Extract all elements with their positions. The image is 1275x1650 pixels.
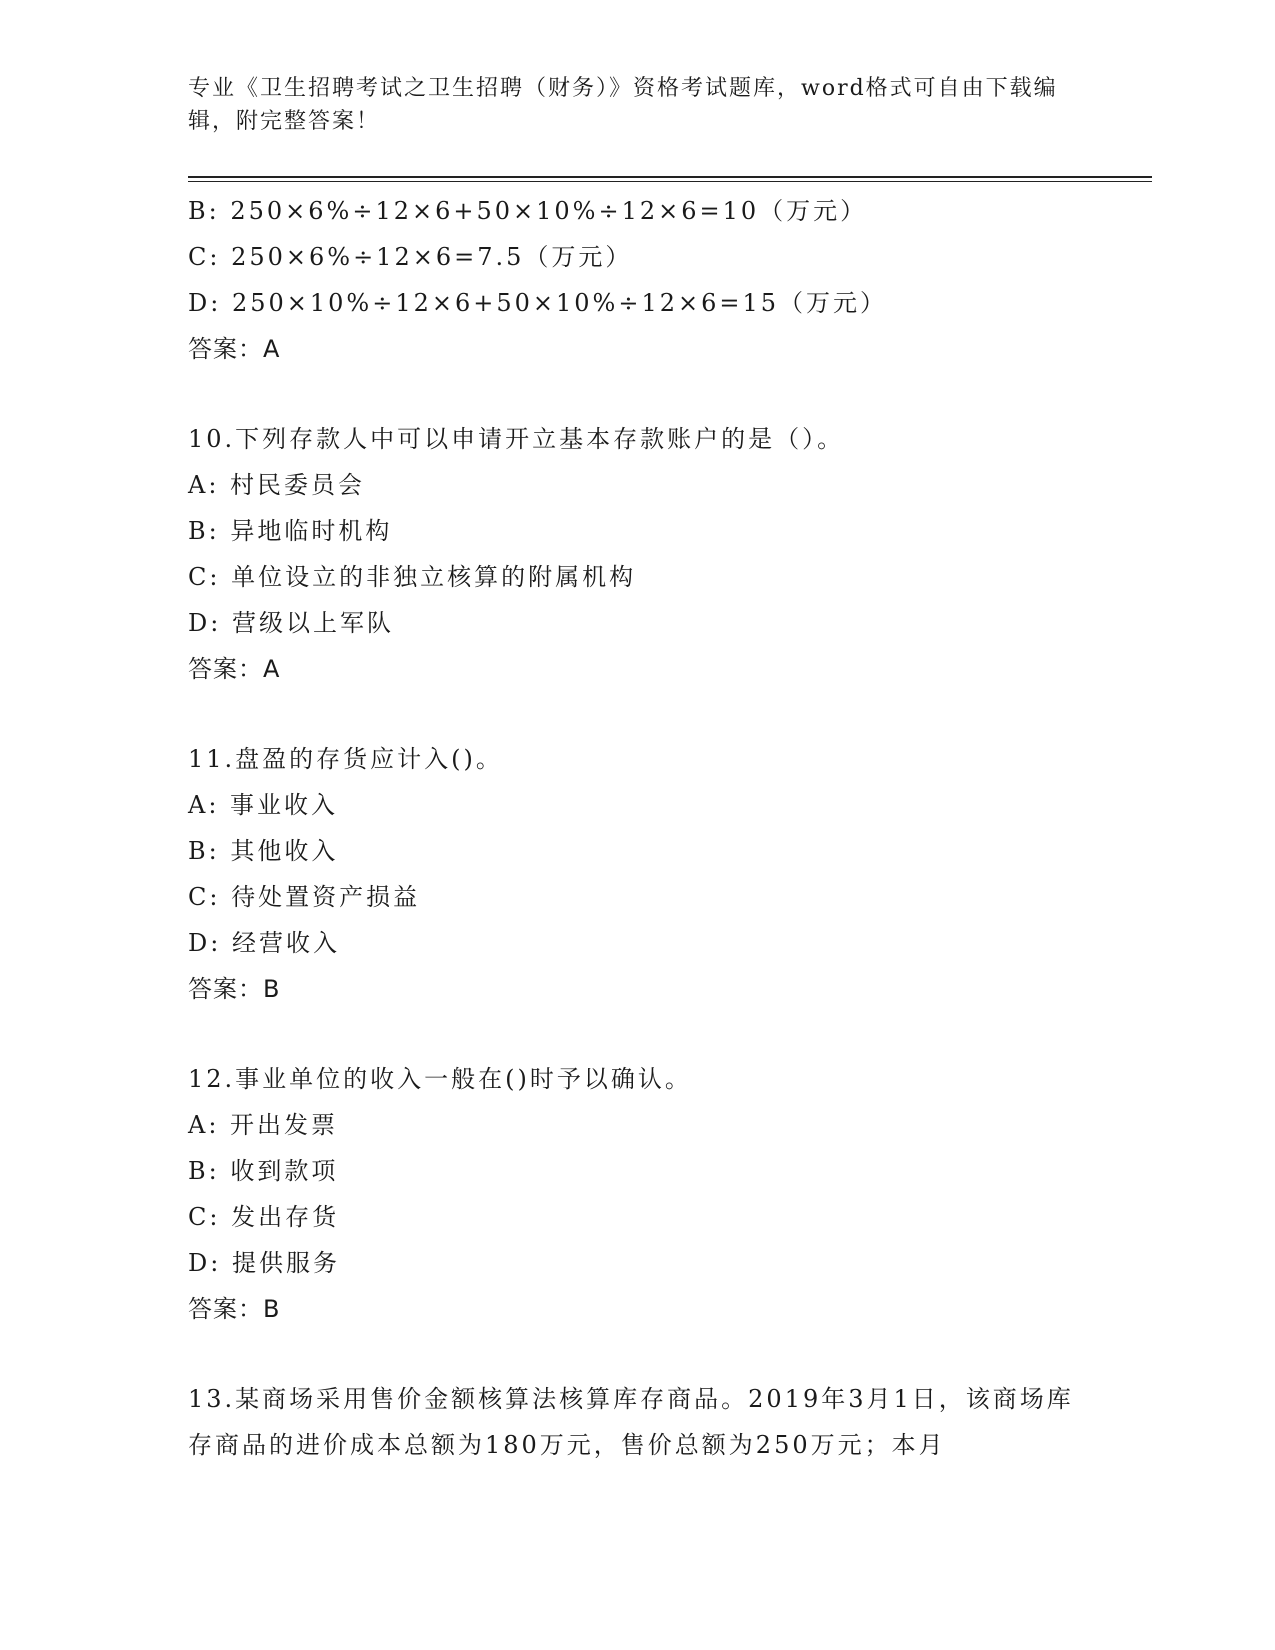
option: B: 异地临时机构 — [188, 517, 393, 545]
option: D: 提供服务 — [188, 1249, 340, 1277]
question-stem: 10.下列存款人中可以申请开立基本存款账户的是（）。 — [188, 425, 845, 453]
header-rule-thin — [188, 181, 1152, 182]
document-header: 专业《卫生招聘考试之卫生招聘（财务）》资格考试题库，word格式可自由下载编辑，附完整答案！ — [188, 76, 1058, 134]
question-13 — [188, 1376, 1088, 1468]
option: A: 开出发票 — [188, 1111, 339, 1139]
option: D: 经营收入 — [188, 929, 340, 957]
question-stem: 13.某商场采用售价金额核算法核算库存商品。2019年3月1日，该商场库存商品的进价成本总额为180万元，售价总额为250万元；本月 — [188, 1385, 1074, 1459]
answer: 答案：B — [188, 975, 281, 1003]
question-10 — [188, 416, 1088, 692]
header-rule-thick — [188, 176, 1152, 178]
answer: 答案：B — [188, 1295, 281, 1323]
option: C: 单位设立的非独立核算的附属机构 — [188, 563, 637, 591]
option: A: 事业收入 — [188, 791, 339, 819]
option: C: 待处置资产损益 — [188, 883, 421, 911]
option: A: 村民委员会 — [188, 471, 366, 499]
question-stem: 12.事业单位的收入一般在()时予以确认。 — [188, 1065, 692, 1093]
option: D: 营级以上军队 — [188, 609, 394, 637]
option: D: 250×10%÷12×6+50×10%÷12×6=15（万元） — [188, 289, 888, 317]
option: B: 收到款项 — [188, 1157, 339, 1185]
question-11 — [188, 736, 1088, 1012]
question-stem: 11.盘盈的存货应计入()。 — [188, 745, 503, 773]
question-list — [188, 188, 1088, 1468]
option: C: 250×6%÷12×6=7.5（万元） — [188, 243, 633, 271]
question-12 — [188, 1056, 1088, 1332]
option: B: 其他收入 — [188, 837, 339, 865]
option: B: 250×6%÷12×6+50×10%÷12×6=10（万元） — [188, 197, 868, 225]
question-9-tail — [188, 188, 1088, 372]
option: C: 发出存货 — [188, 1203, 340, 1231]
answer: 答案：A — [188, 655, 281, 683]
answer: 答案：A — [188, 335, 281, 363]
